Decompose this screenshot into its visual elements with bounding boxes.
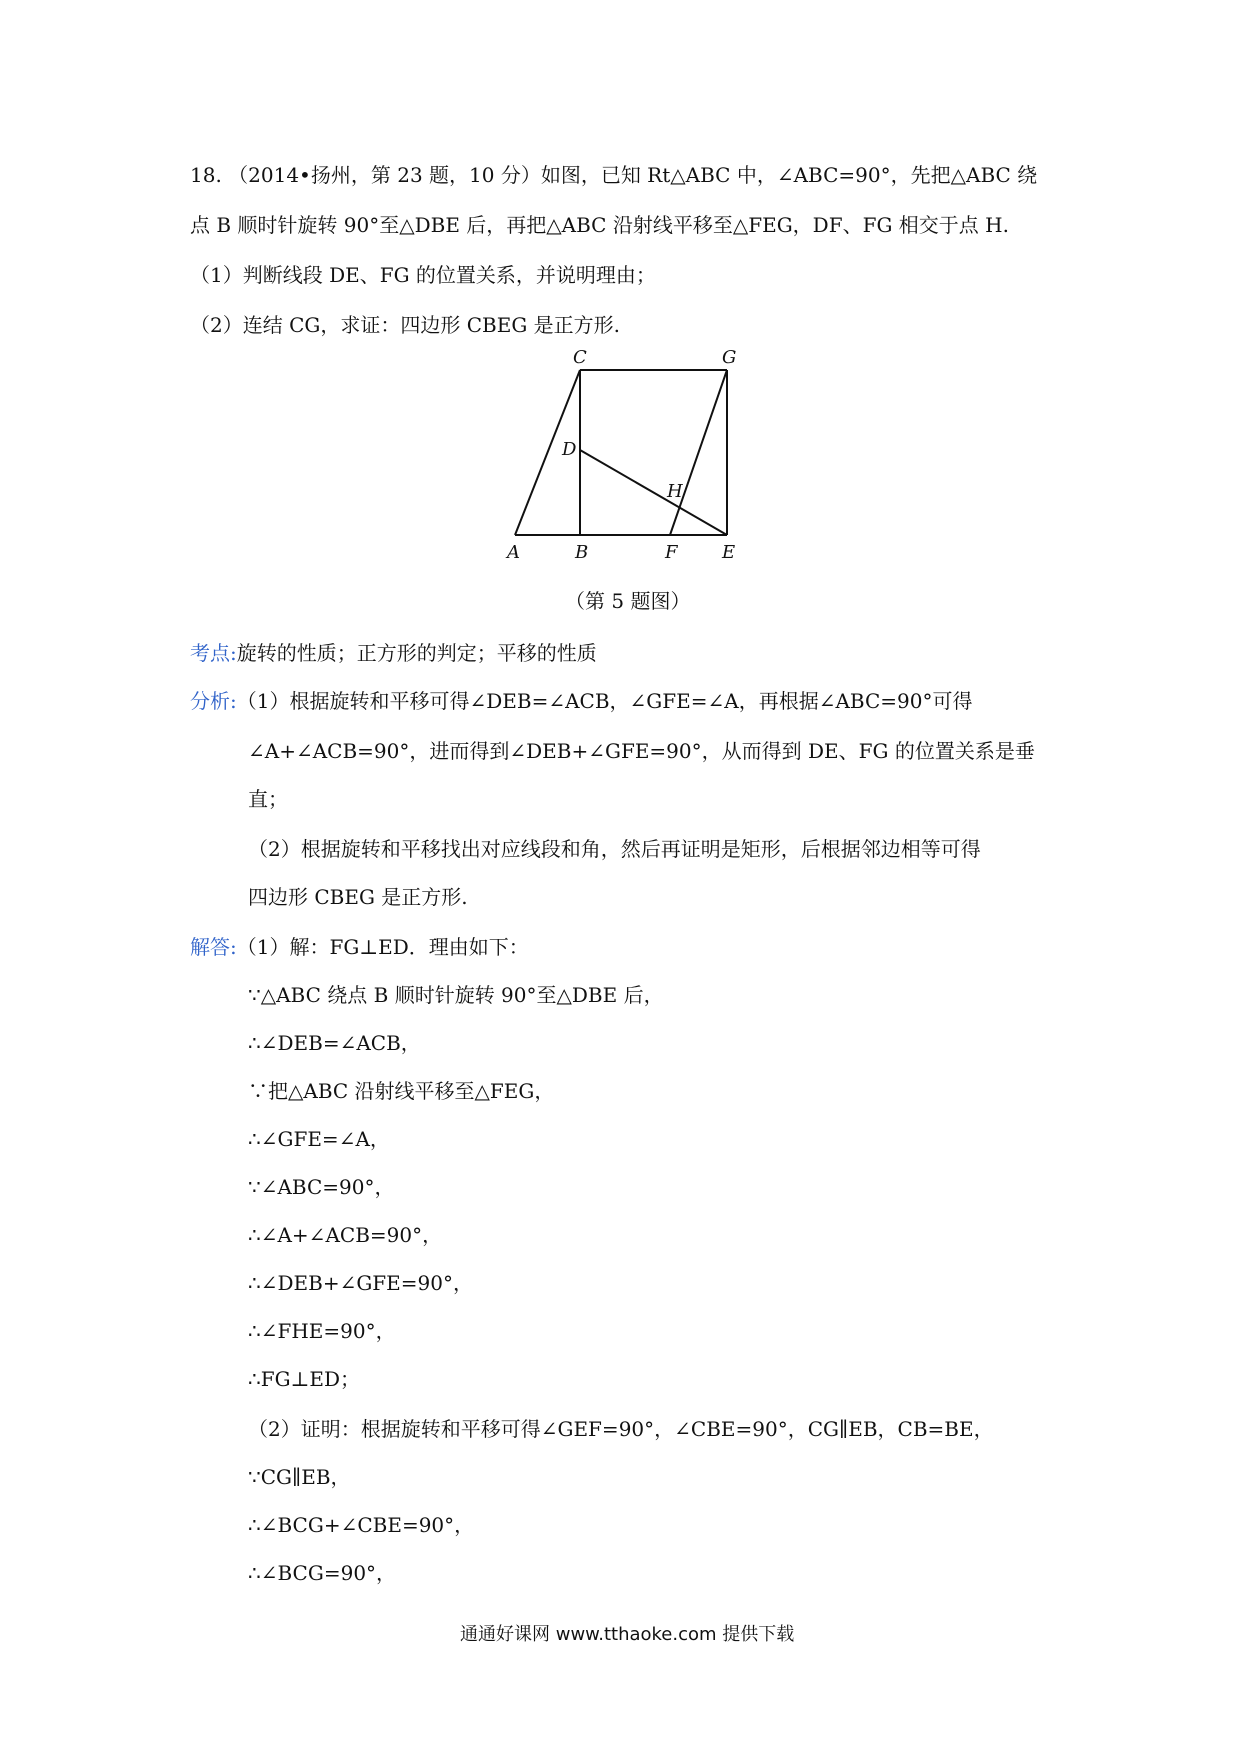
label-e: E <box>722 542 736 563</box>
jieda-line-10: （2）证明：根据旋转和平移可得∠GEF=90°，∠CBE=90°，CG∥EB，CB=BE， <box>248 1417 994 1441</box>
jieda-line-6: ∴∠A+∠ACB=90°， <box>248 1223 443 1247</box>
label-h: H <box>667 481 683 502</box>
geometry-figure <box>495 345 755 570</box>
jieda-line-1: ∵△ABC 绕点 B 顺时针旋转 90°至△DBE 后， <box>248 983 664 1007</box>
question-part-1: （1）判断线段 DE、FG 的位置关系，并说明理由； <box>190 263 656 287</box>
jieda-line-4: ∴∠GFE=∠A， <box>248 1127 390 1151</box>
kaodian-text: 旋转的性质；正方形的判定；平移的性质 <box>236 641 597 665</box>
jieda-line-11: ∵CG∥EB， <box>248 1465 351 1489</box>
kaodian-label: 考点: <box>190 641 237 665</box>
jieda-line-9: ∴FG⊥ED； <box>248 1367 361 1391</box>
jieda-line-2: ∴∠DEB=∠ACB， <box>248 1031 421 1055</box>
label-f: F <box>665 542 678 563</box>
fenxi-line-3: 直； <box>248 787 288 811</box>
fenxi-line-1: （1）根据旋转和平移可得∠DEB=∠ACB，∠GFE=∠A，再根据∠ABC=90°可得 <box>236 689 973 713</box>
question-line-2: 点 B 顺时针旋转 90°至△DBE 后，再把△ABC 沿射线平移至△FEG，DF、FG 相交于点 H. <box>190 213 1009 237</box>
figure-caption: （第 5 题图） <box>565 589 691 613</box>
jieda-row <box>190 934 529 960</box>
label-a: A <box>507 542 520 563</box>
jieda-line-8: ∴∠FHE=90°， <box>248 1319 396 1343</box>
label-b: B <box>575 542 589 563</box>
question-part-2: （2）连结 CG，求证：四边形 CBEG 是正方形. <box>190 313 621 337</box>
fenxi-row <box>190 688 972 714</box>
page-footer: 通通好课网 www.tthaoke.com 提供下载 <box>460 1624 795 1645</box>
question-line-1: 18. （2014•扬州，第 23 题，10 分）如图，已知 Rt△ABC 中，∠ABC=90°，先把△ABC 绕 <box>190 163 1038 187</box>
fenxi-line-4: （2）根据旋转和平移找出对应线段和角，然后再证明是矩形，后根据邻边相等可得 <box>248 837 981 861</box>
kaodian-row <box>190 640 597 666</box>
label-c: C <box>573 347 587 368</box>
jieda-line-0: （1）解：FG⊥ED．理由如下： <box>236 935 529 959</box>
label-d: D <box>562 439 577 460</box>
jieda-line-3: ∵把△ABC 沿射线平移至△FEG， <box>248 1079 555 1103</box>
segment-fg <box>670 370 727 535</box>
fenxi-label: 分析: <box>190 689 237 713</box>
jieda-line-5: ∵∠ABC=90°， <box>248 1175 395 1199</box>
fenxi-line-5: 四边形 CBEG 是正方形. <box>248 885 468 909</box>
fenxi-line-2: ∠A+∠ACB=90°，进而得到∠DEB+∠GFE=90°，从而得到 DE、FG 的位置关系是垂 <box>248 739 1035 763</box>
jieda-line-7: ∴∠DEB+∠GFE=90°， <box>248 1271 473 1295</box>
segment-de <box>580 450 727 535</box>
label-g: G <box>722 347 737 368</box>
jieda-label: 解答: <box>190 935 237 959</box>
jieda-line-12: ∴∠BCG+∠CBE=90°， <box>248 1513 475 1537</box>
jieda-line-13: ∴∠BCG=90°， <box>248 1561 397 1585</box>
